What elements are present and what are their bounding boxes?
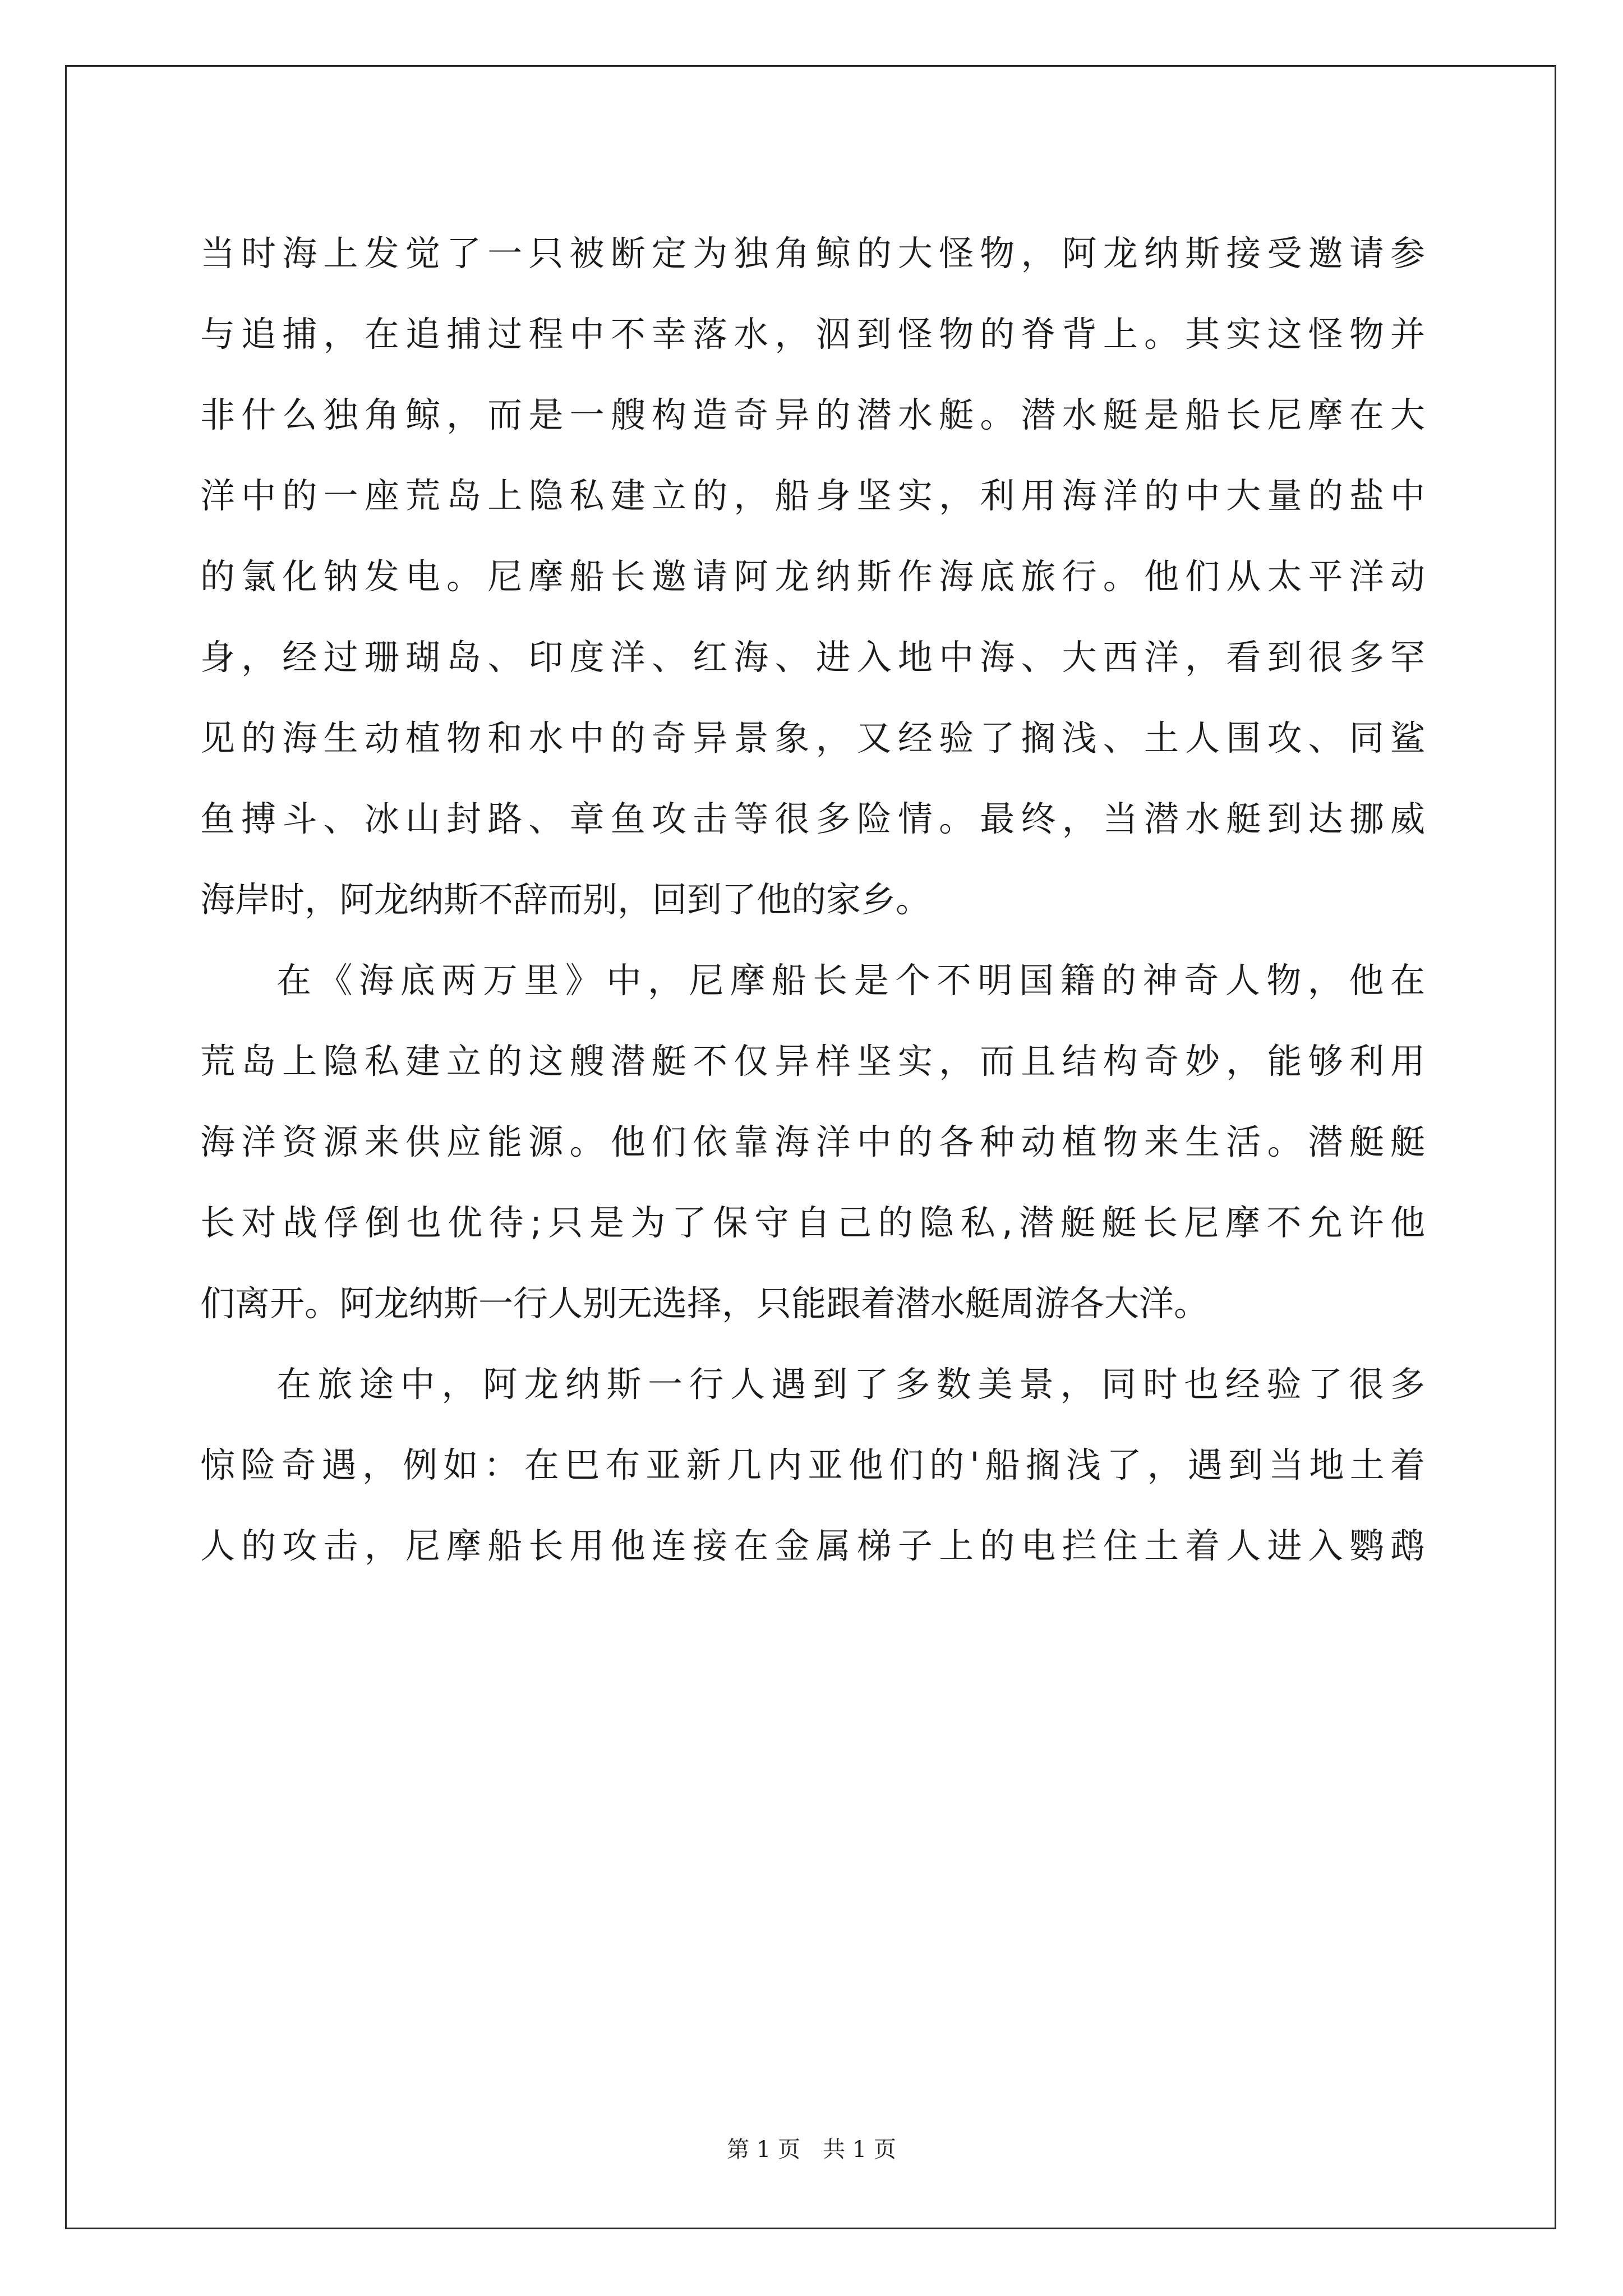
text-line: 身，经过珊瑚岛、印度洋、红海、进入地中海、大西洋，看到很多罕 [200,637,1425,678]
text-line: 鱼搏斗、冰山封路、章鱼攻击等很多险情。最终，当潜水艇到达挪威 [200,798,1425,839]
text-line: 的氯化钠发电。尼摩船长邀请阿龙纳斯作海底旅行。他们从太平洋动 [200,556,1425,597]
text-line: 人的攻击，尼摩船长用他连接在金属梯子上的电拦住土着人进入鹦鹉 [200,1525,1425,1566]
text-line: 见的海生动植物和水中的奇异景象，又经验了搁浅、土人围攻、同鲨 [200,717,1425,758]
text-line: 长对战俘倒也优待;只是为了保守自己的隐私,潜艇艇长尼摩不允许他 [200,1202,1425,1243]
paragraph-3 [200,1344,1425,1586]
page-number: 第 1 页 [727,2137,800,2162]
text-line: 们离开。阿龙纳斯一行人别无选择，只能跟着潜水艇周游各大洋。 [200,1283,1209,1324]
text-line: 非什么独角鲸，而是一艘构造奇异的潜水艇。潜水艇是船长尼摩在大 [200,394,1425,435]
text-line: 在《海底两万里》中，尼摩船长是个不明国籍的神奇人物，他在 [276,960,1425,1001]
text-line: 当时海上发觉了一只被断定为独角鲸的大怪物，阿龙纳斯接受邀请参 [200,233,1425,274]
text-line: 在旅途中，阿龙纳斯一行人遇到了多数美景，同时也经验了很多 [276,1364,1425,1405]
text-line: 荒岛上隐私建立的这艘潜艇不仅异样坚实，而且结构奇妙，能够利用 [200,1041,1425,1082]
page-total: 共 1 页 [823,2137,896,2162]
page-footer [0,2132,1623,2164]
text-line: 海洋资源来供应能源。他们依靠海洋中的各种动植物来生活。潜艇艇 [200,1121,1425,1162]
text-line: 惊险奇遇，例如：在巴布亚新几内亚他们的'船搁浅了，遇到当地土着 [200,1444,1425,1485]
text-line: 与追捕，在追捕过程中不幸落水，泅到怪物的脊背上。其实这怪物并 [200,314,1425,355]
document-body [200,213,1425,1586]
paragraph-1 [200,213,1425,940]
text-line: 海岸时，阿龙纳斯不辞而别，回到了他的家乡。 [200,879,931,920]
paragraph-2 [200,940,1425,1344]
text-line: 洋中的一座荒岛上隐私建立的，船身坚实，利用海洋的中大量的盐中 [200,475,1425,516]
